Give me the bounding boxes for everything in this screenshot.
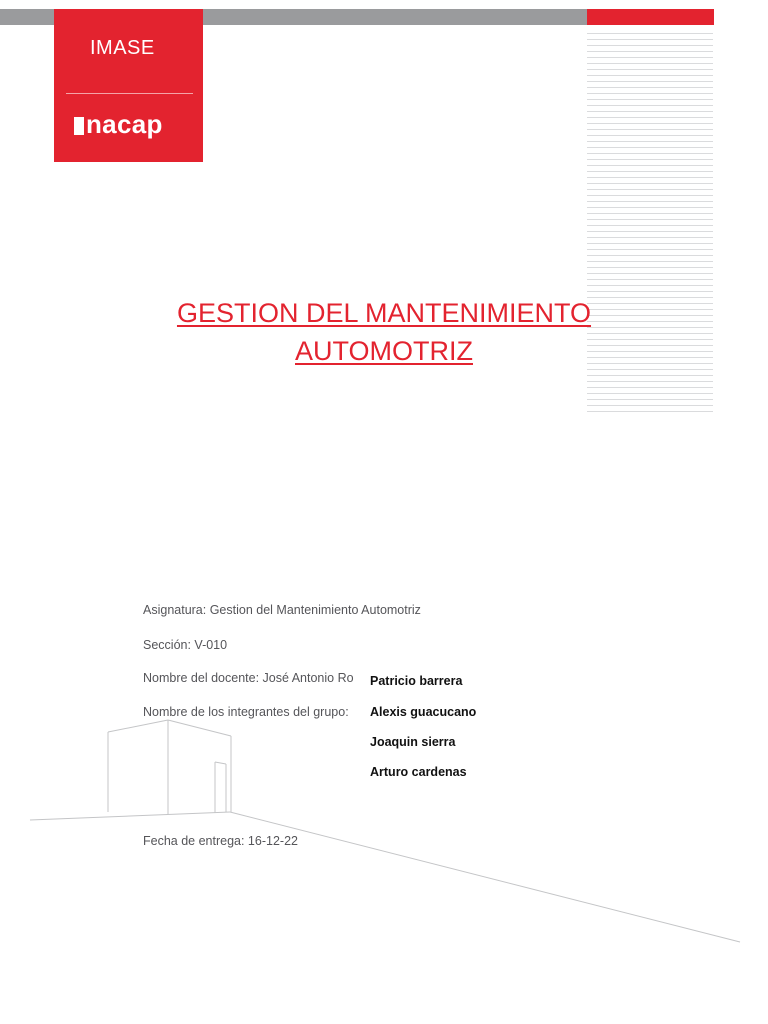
members-label: Nombre de los integrantes del grupo: [143, 705, 349, 719]
section-line: Sección: V-010 [143, 638, 228, 652]
member-3: Joaquin sierra [370, 735, 456, 749]
program-label: IMASE [90, 37, 155, 59]
title-line-1: GESTION DEL MANTENIMIENTO [176, 298, 592, 328]
title-line-2: AUTOMOTRIZ [295, 336, 473, 366]
member-4: Arturo cardenas [370, 765, 467, 779]
member-1: Patricio barrera [370, 674, 463, 688]
subject-line: Asignatura: Gestion del Mantenimiento Automotriz [143, 603, 421, 617]
teacher-line: Nombre del docente: José Antonio Ro [143, 671, 354, 685]
delivery-date-line: Fecha de entrega: 16-12-22 [143, 834, 298, 848]
inacap-logo-text: nacap [86, 109, 163, 139]
member-2: Alexis guacucano [370, 705, 477, 719]
